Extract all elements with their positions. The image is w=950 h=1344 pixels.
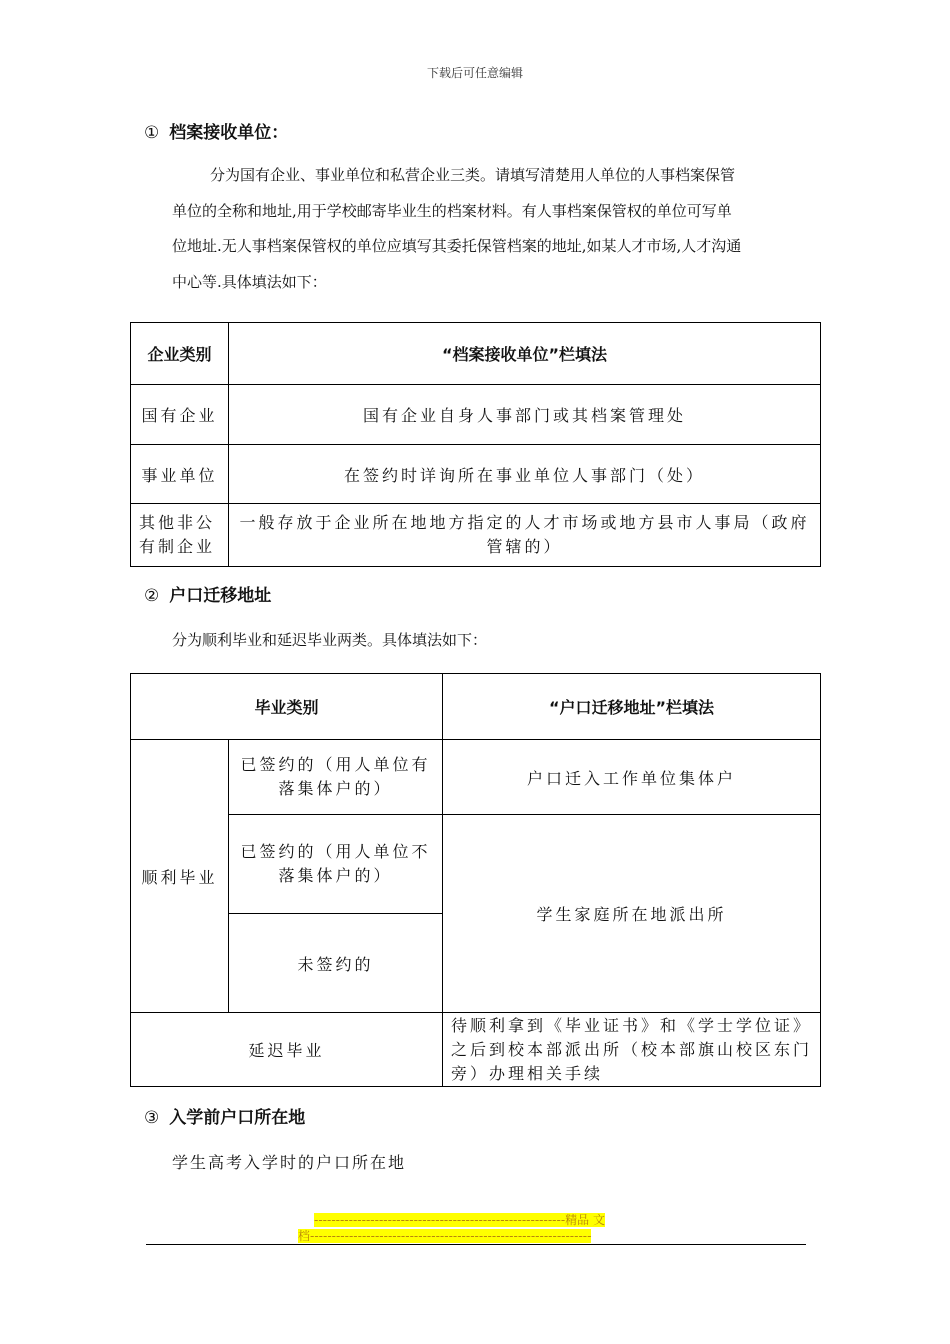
section-3-title bbox=[144, 1103, 305, 1128]
section-2-heading: 户口迁移地址 bbox=[169, 586, 272, 606]
table-row bbox=[131, 445, 821, 504]
table1-method-cell: 在签约时详询所在事业单位人事部门（处） bbox=[229, 445, 821, 504]
section-1-title bbox=[144, 118, 288, 143]
section-1-heading: 档案接收单位： bbox=[169, 123, 289, 143]
footer-line-1: ----------------------------------------------------------精品 文 bbox=[314, 1213, 605, 1227]
footer-line-2: 档----------------------------------------------------------------- bbox=[298, 1229, 592, 1243]
table1-header-type: 企业类别 bbox=[131, 323, 229, 385]
table2-sub-unsigned: 未签约的 bbox=[229, 914, 443, 1013]
table1-method-cell: 国有企业自身人事部门或其档案管理处 bbox=[229, 385, 821, 445]
hukou-address-table bbox=[130, 673, 821, 1087]
footer-divider bbox=[146, 1244, 806, 1245]
table1-type-cell: 其他非公有制企业 bbox=[131, 504, 229, 567]
section-1-line-1: 分为国有企业、事业单位和私营企业三类。请填写清楚用人单位的人事档案保管 bbox=[210, 166, 736, 184]
table-row bbox=[131, 1013, 821, 1087]
table-row bbox=[131, 740, 821, 815]
table2-method-cell: 学生家庭所在地派出所 bbox=[443, 815, 821, 1013]
footer-note bbox=[298, 1212, 648, 1244]
section-1-line-4: 中心等.具体填法如下： bbox=[172, 272, 327, 291]
table2-group-delayed: 延迟毕业 bbox=[131, 1013, 443, 1087]
table2-group-smooth: 顺利毕业 bbox=[131, 740, 229, 1013]
section-1-number: ① bbox=[144, 123, 160, 143]
table2-sub-signed-collective: 已签约的（用人单位有落集体户的） bbox=[229, 740, 443, 815]
archive-unit-table bbox=[130, 322, 821, 567]
table1-method-cell: 一般存放于企业所在地地方指定的人才市场或地方县市人事局（政府管辖的） bbox=[229, 504, 821, 567]
table2-sub-signed-no-collective: 已签约的（用人单位不落集体户的） bbox=[229, 815, 443, 914]
section-2-title bbox=[144, 581, 271, 606]
section-3-paragraph: 学生高考入学时的户口所在地 bbox=[172, 1153, 407, 1172]
section-1-line-3: 位地址.无人事档案保管权的单位应填写其委托保管档案的地址,如某人才市场,人才沟通 bbox=[172, 237, 742, 255]
section-2-number: ② bbox=[144, 586, 160, 606]
section-1-line-2: 单位的全称和地址,用于学校邮寄毕业生的档案材料。有人事档案保管权的单位可写单 bbox=[172, 201, 732, 220]
header-note: 下载后可任意编辑 bbox=[426, 66, 523, 80]
section-2-paragraph: 分为顺利毕业和延迟毕业两类。具体填法如下： bbox=[172, 631, 488, 649]
table2-method-cell: 待顺利拿到《毕业证书》和《学士学位证》之后到校本部派出所（校本部旗山校区东门旁）办理相关手续 bbox=[443, 1013, 821, 1087]
table1-type-cell: 事业单位 bbox=[131, 445, 229, 504]
section-3-heading: 入学前户口所在地 bbox=[169, 1108, 306, 1128]
table-row bbox=[131, 815, 821, 914]
table1-header-method: “档案接收单位”栏填法 bbox=[229, 323, 821, 385]
table2-header-method: “户口迁移地址”栏填法 bbox=[443, 674, 821, 740]
section-1-paragraph bbox=[172, 158, 812, 300]
table-row bbox=[131, 504, 821, 567]
section-3-number: ③ bbox=[144, 1108, 160, 1128]
table2-header-type: 毕业类别 bbox=[131, 674, 443, 740]
table1-type-cell: 国有企业 bbox=[131, 385, 229, 445]
table-row bbox=[131, 385, 821, 445]
table2-method-cell: 户口迁入工作单位集体户 bbox=[443, 740, 821, 815]
